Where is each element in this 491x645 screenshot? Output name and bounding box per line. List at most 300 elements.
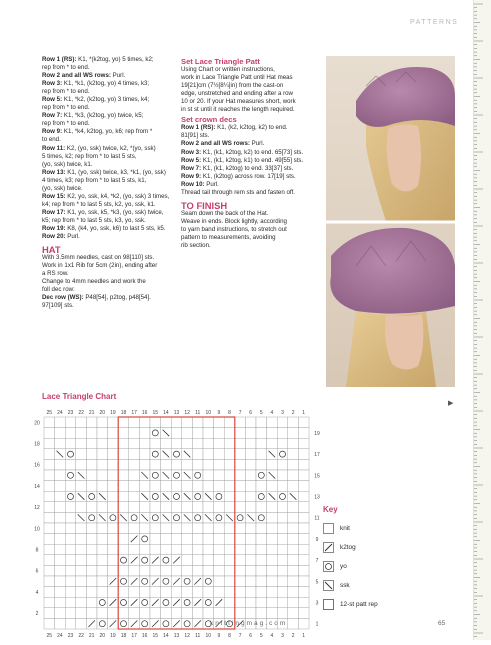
chart-cell	[97, 608, 108, 619]
row-line	[42, 209, 177, 217]
chart-cell	[118, 438, 129, 449]
k2tog-icon	[323, 542, 334, 553]
chart-cell	[182, 618, 193, 629]
chart-cell	[150, 512, 161, 523]
chart-cell	[44, 470, 55, 481]
finish-line: pattern to measurements, avoiding	[181, 233, 276, 241]
chart-cell	[288, 502, 299, 513]
row-line	[42, 153, 177, 161]
hat-heading: HAT	[42, 244, 61, 256]
chart-cell	[224, 481, 235, 492]
chart-cell	[139, 523, 150, 534]
section-label: PATTERNS	[410, 19, 459, 26]
chart-cell	[139, 438, 150, 449]
col-label-top: 22	[78, 410, 84, 416]
chart-cell	[76, 438, 87, 449]
row-line	[42, 161, 177, 169]
chart-cell	[214, 502, 225, 513]
chart-cell	[224, 544, 235, 555]
row-line-label: Row 15:	[42, 192, 68, 200]
chart-cell	[118, 481, 129, 492]
row-line-text: rep from * to end.	[42, 64, 90, 72]
chart-cell	[214, 438, 225, 449]
chart-cell	[288, 417, 299, 428]
chart-cell	[256, 555, 267, 566]
chart-cell	[277, 470, 288, 481]
chart-cell	[214, 491, 225, 502]
chart-cell	[214, 587, 225, 598]
chart-cell	[298, 534, 309, 545]
chart-cell	[65, 597, 76, 608]
chart-cell	[65, 608, 76, 619]
chart-cell	[129, 481, 140, 492]
col-label-top: 1	[302, 410, 306, 416]
chart-cell	[65, 438, 76, 449]
chart-cell	[235, 449, 246, 460]
chart-cell	[161, 544, 172, 555]
chart-cell	[108, 555, 119, 566]
chart-cell	[150, 502, 161, 513]
chart-cell	[150, 417, 161, 428]
chart-cell	[76, 597, 87, 608]
chart-cell	[97, 544, 108, 555]
chart-cell	[118, 502, 129, 513]
chart-cell	[108, 565, 119, 576]
chart-cell	[235, 608, 246, 619]
row-label-left: 16	[34, 462, 40, 469]
chart-cell	[55, 417, 66, 428]
chart-cell	[182, 608, 193, 619]
chart-cell	[65, 618, 76, 629]
chart-cell	[277, 491, 288, 502]
chart-cell	[256, 491, 267, 502]
chart-cell	[55, 470, 66, 481]
chart-cell	[97, 470, 108, 481]
crown-line-text: K1, (k2, k2tog, k2) to end.	[217, 124, 288, 132]
chart-cell	[277, 534, 288, 545]
col-label-top: 2	[291, 410, 295, 416]
key-item	[323, 520, 378, 536]
chart-cell	[76, 481, 87, 492]
row-line	[42, 193, 177, 201]
chart-cell	[44, 587, 55, 598]
chart-cell	[97, 565, 108, 576]
chart-cell	[277, 438, 288, 449]
row-line-text: rep from * to end.	[42, 104, 90, 112]
col-label-top: 25	[46, 410, 53, 416]
row-line-label: Row 9:	[42, 128, 64, 136]
chart-cell	[298, 459, 309, 470]
chart-cell	[86, 502, 97, 513]
chart-cell	[235, 470, 246, 481]
row-label-left: 4	[35, 589, 39, 596]
row-line-text: K1, *k4, k2tog, yo, k6; rep from *	[63, 128, 153, 136]
row-line-text: 4 times, k3; rep from * to last 5 sts, k1,	[42, 176, 147, 184]
chart-cell	[203, 449, 214, 460]
chart-cell	[235, 597, 246, 608]
chart-cell	[267, 565, 278, 576]
chart-cell	[86, 576, 97, 587]
key-item	[323, 596, 378, 612]
row-line-label: Row 19:	[42, 224, 68, 232]
chart-cell	[76, 608, 87, 619]
hat-line-text: With 3.5mm needles, cast on 98[110] sts.	[42, 254, 155, 262]
chart-cell	[139, 555, 150, 566]
crown-line-text: K1, (k1, k2tog, k2) to end. 65[73] sts.	[202, 148, 304, 156]
row-line	[42, 72, 177, 80]
finish-line: to yarn band instructions, to stretch out	[181, 225, 287, 233]
chart-cell	[256, 470, 267, 481]
chart-cell	[118, 428, 129, 439]
chart-cell	[256, 565, 267, 576]
chart-cell	[245, 555, 256, 566]
row-line	[42, 80, 177, 88]
chart-cell	[214, 555, 225, 566]
finish-line: Weave in ends. Block lightly, according	[181, 217, 287, 225]
hat-line-text: Work in 1x1 Rib for 5cm (2in), ending after	[42, 262, 158, 270]
chart-cell	[203, 544, 214, 555]
key-item	[323, 558, 378, 574]
col-label-bottom: 3	[281, 633, 284, 639]
chart-cell	[161, 417, 172, 428]
chart-cell	[277, 449, 288, 460]
chart-cell	[118, 618, 129, 629]
chart-cell	[192, 417, 203, 428]
chart-cell	[55, 587, 66, 598]
to-finish-text	[181, 210, 321, 250]
chart-cell	[214, 544, 225, 555]
chart-cell	[235, 481, 246, 492]
chart-cell	[298, 523, 309, 534]
chart-cell	[97, 587, 108, 598]
chart-cell	[118, 555, 129, 566]
page-ruler	[473, 0, 491, 640]
lace-line: in st st until it reaches the length required.	[181, 106, 295, 114]
key-label: k2tog	[340, 543, 356, 551]
chart-cell	[224, 523, 235, 534]
row-label-right: 1	[315, 621, 319, 628]
chart-cell	[214, 428, 225, 439]
chart-cell	[267, 608, 278, 619]
chart-cell	[161, 534, 172, 545]
chart-cell	[214, 417, 225, 428]
chart-cell	[214, 608, 225, 619]
chart-cell	[214, 470, 225, 481]
chart-cell	[86, 544, 97, 555]
chart-cell	[55, 428, 66, 439]
col-label-bottom: 11	[195, 633, 201, 639]
chart-cell	[161, 565, 172, 576]
chart-cell	[118, 544, 129, 555]
chart-cell	[65, 544, 76, 555]
row-label-right: 11	[314, 515, 320, 522]
chart-cell	[203, 608, 214, 619]
hat-line-label: Dec row (WS):	[42, 294, 86, 302]
chart-cell	[65, 449, 76, 460]
chart-cell	[76, 544, 87, 555]
chart-cell	[277, 417, 288, 428]
to-finish-heading: TO FINISH	[181, 199, 228, 211]
chart-cell	[150, 608, 161, 619]
chart-cell	[267, 587, 278, 598]
chart-cell	[139, 565, 150, 576]
chart-cell	[161, 576, 172, 587]
chart-cell	[214, 449, 225, 460]
col-label-bottom: 20	[99, 633, 106, 639]
row-line	[42, 177, 177, 185]
chart-cell	[65, 523, 76, 534]
chart-cell	[108, 608, 119, 619]
chart-cell	[44, 576, 55, 587]
chart-cell	[298, 608, 309, 619]
hat-line-text: P48[54], p2tog, p48[54].	[85, 294, 151, 302]
hat-line	[42, 294, 177, 302]
chart-cell	[129, 608, 140, 619]
row-instructions	[42, 56, 177, 241]
col-label-top: 21	[88, 410, 95, 416]
col-label-bottom: 13	[173, 633, 180, 639]
chart-cell	[150, 523, 161, 534]
crown-line	[181, 124, 321, 132]
chart-cell	[171, 428, 182, 439]
chart-cell	[182, 565, 193, 576]
chart-cell	[245, 576, 256, 587]
chart-cell	[65, 491, 76, 502]
crown-line	[181, 149, 321, 157]
crown-line-label: Row 9:	[181, 172, 203, 180]
chart-cell	[214, 523, 225, 534]
chart-cell	[118, 449, 129, 460]
chart-cell	[235, 576, 246, 587]
chart-cell	[203, 470, 214, 481]
chart-cell	[245, 459, 256, 470]
chart-cell	[214, 459, 225, 470]
chart-cell	[277, 555, 288, 566]
row-line-label: Row 11:	[42, 144, 67, 152]
row-line-text: K2, (yo, ssk) twice, k2, *(yo, ssk)	[66, 144, 156, 152]
chart-cell	[192, 565, 203, 576]
chart-cell	[118, 491, 129, 502]
chart-cell	[44, 417, 55, 428]
chart-cell	[139, 597, 150, 608]
row-label-right: 15	[314, 473, 320, 480]
chart-cell	[55, 618, 66, 629]
chart-cell	[139, 618, 150, 629]
row-line-label: Row 2 and all WS rows:	[42, 72, 113, 80]
chart-cell	[171, 544, 182, 555]
chart-cell	[277, 481, 288, 492]
chart-cell	[118, 459, 129, 470]
chart-cell	[86, 449, 97, 460]
chart-cell	[256, 544, 267, 555]
chart-cell	[139, 544, 150, 555]
chart-cell	[298, 597, 309, 608]
chart-cell	[171, 502, 182, 513]
chart-cell	[298, 555, 309, 566]
key-label: ssk	[340, 581, 350, 589]
chart-cell	[245, 565, 256, 576]
chart-cell	[129, 544, 140, 555]
chart-cell	[235, 428, 246, 439]
chart-cell	[182, 481, 193, 492]
chart-cell	[55, 523, 66, 534]
lace-line: edge, unstretched and ending after a row	[181, 90, 293, 98]
chart-cell	[65, 428, 76, 439]
hat-instructions	[42, 254, 177, 310]
chart-cell	[129, 587, 140, 598]
chart-cell	[171, 481, 182, 492]
col-label-bottom: 18	[120, 633, 127, 639]
chart-cell	[192, 428, 203, 439]
chart-cell	[171, 523, 182, 534]
chart-cell	[86, 470, 97, 481]
chart-cell	[214, 534, 225, 545]
chart-cell	[298, 587, 309, 598]
crown-line-label: Row 2 and all WS rows:	[181, 140, 252, 148]
chart-cell	[161, 608, 172, 619]
chart-cell	[139, 587, 150, 598]
hat-line-text: foll dec row:	[42, 286, 75, 294]
row-line-text: Purl.	[67, 233, 80, 241]
crown-line-label: Row 3:	[181, 148, 203, 156]
row-line	[42, 64, 177, 72]
key-item	[323, 577, 378, 593]
row-line-text: rep from * to end.	[42, 120, 90, 128]
chart-cell	[118, 470, 129, 481]
middle-column	[181, 56, 321, 250]
chart-cell	[182, 438, 193, 449]
chart-cell	[245, 523, 256, 534]
chart-cell	[288, 587, 299, 598]
chart-cell	[256, 534, 267, 545]
chart-cell	[245, 534, 256, 545]
chart-cell	[97, 459, 108, 470]
chart-cell	[118, 587, 129, 598]
chart-cell	[235, 417, 246, 428]
col-label-bottom: 19	[110, 633, 116, 639]
chart-cell	[203, 555, 214, 566]
chart-cell	[171, 470, 182, 481]
col-label-bottom: 1	[302, 633, 306, 639]
row-line	[42, 185, 177, 193]
crown-line-text: Purl.	[206, 180, 219, 188]
chart-cell	[55, 438, 66, 449]
row-line	[42, 88, 177, 96]
chart-cell	[214, 565, 225, 576]
chart-cell	[55, 502, 66, 513]
chart-cell	[161, 597, 172, 608]
chart-cell	[76, 523, 87, 534]
chart-cell	[65, 512, 76, 523]
chart-cell	[150, 481, 161, 492]
crown-line-label: Row 5:	[181, 156, 203, 164]
crown-line	[181, 132, 321, 140]
chart-cell	[288, 565, 299, 576]
chart-cell	[245, 470, 256, 481]
chart-cell	[256, 587, 267, 598]
chart-cell	[129, 512, 140, 523]
chart-cell	[44, 459, 55, 470]
chart-cell	[288, 459, 299, 470]
chart-cell	[129, 459, 140, 470]
chart-cell	[150, 544, 161, 555]
row-line	[42, 145, 177, 153]
chart-cell	[171, 459, 182, 470]
chart-cell	[256, 417, 267, 428]
finish-line: rib section.	[181, 242, 211, 250]
row-label-left: 20	[34, 420, 40, 427]
chart-cell	[277, 459, 288, 470]
chart-cell	[224, 534, 235, 545]
play-arrow-icon: ▶	[448, 400, 454, 407]
row-line-text: K1, yo, ssk, k5, *k3, (yo, ssk) twice,	[67, 208, 164, 216]
chart-cell	[192, 587, 203, 598]
chart-cell	[55, 555, 66, 566]
col-label-top: 20	[99, 410, 106, 416]
chart-cell	[288, 544, 299, 555]
chart-cell	[118, 417, 129, 428]
crown-decs-text	[181, 124, 321, 196]
chart-cell	[235, 544, 246, 555]
chart-cell	[108, 459, 119, 470]
chart-cell	[44, 438, 55, 449]
chart-cell	[224, 417, 235, 428]
chart-cell	[235, 587, 246, 598]
chart-cell	[97, 417, 108, 428]
chart-cell	[192, 512, 203, 523]
chart-cell	[44, 597, 55, 608]
chart-cell	[182, 502, 193, 513]
chart-cell	[118, 597, 129, 608]
chart-cell	[288, 608, 299, 619]
chart-cell	[76, 417, 87, 428]
col-label-top: 16	[141, 410, 148, 416]
chart-cell	[55, 481, 66, 492]
chart-cell	[267, 502, 278, 513]
col-label-bottom: 22	[78, 633, 84, 639]
hat-line-text: Change to 4mm needles and work the	[42, 278, 146, 286]
chart-cell	[118, 576, 129, 587]
chart-cell	[277, 597, 288, 608]
chart-cell	[224, 470, 235, 481]
chart-cell	[97, 428, 108, 439]
chart-cell	[171, 417, 182, 428]
chart-cell	[139, 608, 150, 619]
chart-cell	[55, 512, 66, 523]
col-label-bottom: 25	[46, 633, 53, 639]
repeat-icon	[323, 599, 334, 610]
chart-cell	[86, 491, 97, 502]
yo-icon	[323, 561, 334, 572]
chart-cell	[108, 417, 119, 428]
chart-cell	[44, 618, 55, 629]
lace-line: Using Chart or written instructions,	[181, 66, 275, 74]
chart-cell	[277, 565, 288, 576]
crown-line-text: 81[91] sts.	[181, 132, 210, 140]
row-label-left: 6	[35, 568, 39, 575]
chart-cell	[108, 523, 119, 534]
row-line	[42, 225, 177, 233]
chart-cell	[76, 587, 87, 598]
chart-cell	[97, 502, 108, 513]
chart-cell	[139, 534, 150, 545]
key-title: Key	[323, 505, 338, 514]
row-line-text: K1, *(k2tog, yo) 5 times, k2;	[78, 56, 154, 63]
chart-cell	[256, 449, 267, 460]
crown-line	[181, 140, 321, 148]
col-label-bottom: 5	[259, 633, 263, 639]
chart-cell	[224, 565, 235, 576]
